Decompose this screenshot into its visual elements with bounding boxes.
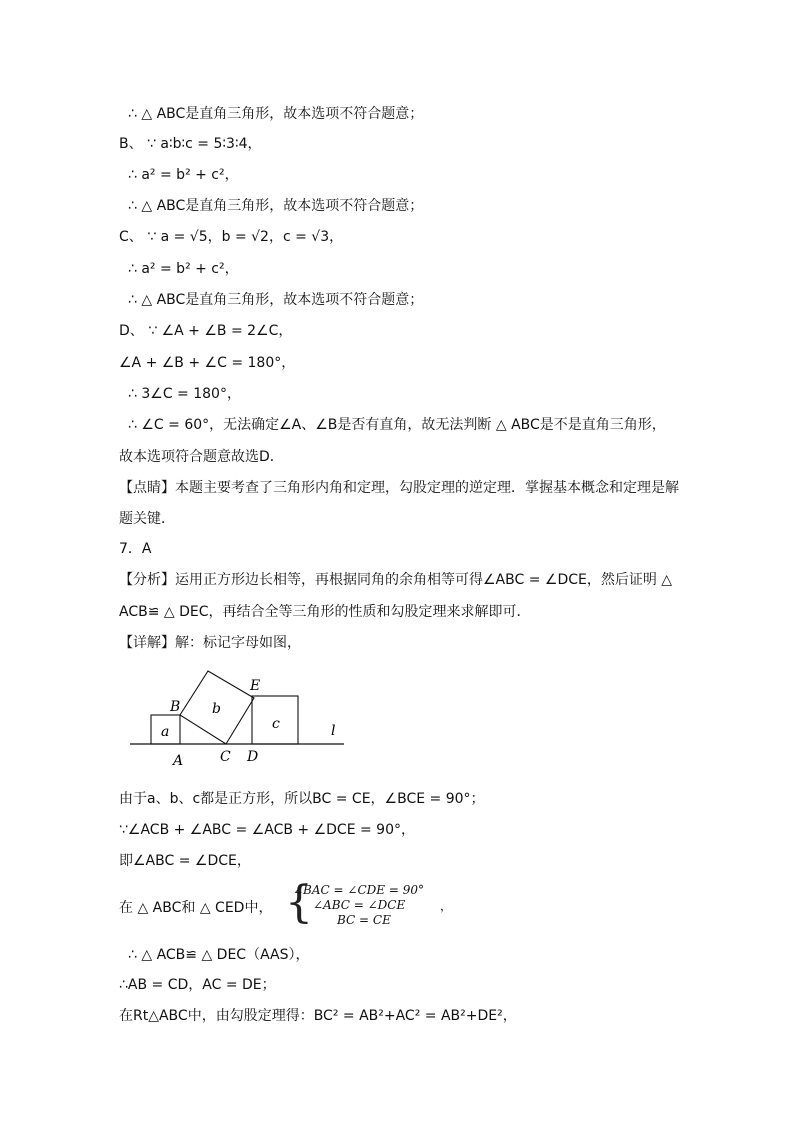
line-1: ∴ △ ABC是直角三角形，故本选项不符合题意；	[128, 106, 424, 122]
line-15: 7．A	[119, 541, 152, 557]
line-17: ACB≌ △ DEC，再结合全等三角形的性质和勾股定理来求解即可．	[119, 604, 531, 620]
line-5: C、 ∵ a = √5，b = √2，c = √3，	[119, 229, 344, 245]
line-10: ∴ 3∠C = 180°，	[128, 386, 241, 402]
label-C: C	[220, 749, 231, 765]
system-row-2: ∠ABC = ∠DCE	[313, 898, 406, 912]
equation-system	[285, 877, 453, 931]
label-a: a	[161, 724, 170, 740]
line-22: 在 △ ABC和 △ CED中，	[119, 900, 273, 916]
line-6: ∴ a² = b² + c²，	[128, 261, 239, 277]
line-8: D、 ∵ ∠A + ∠B = 2∠C，	[119, 323, 293, 339]
line-20: ∵∠ACB + ∠ABC = ∠ACB + ∠DCE = 90°，	[119, 822, 415, 838]
system-row-1: ∠BAC = ∠CDE = 90°	[293, 883, 424, 897]
line-4: ∴ △ ABC是直角三角形，故本选项不符合题意；	[128, 198, 424, 214]
system-tail: ，	[440, 899, 453, 913]
label-B: B	[170, 699, 181, 715]
label-E: E	[250, 678, 261, 694]
label-l: l	[331, 723, 336, 739]
line-16: 【分析】运用正方形边长相等，再根据同角的余角相等可得∠ABC = ∠DCE，然后证明 △	[119, 572, 673, 588]
line-13: 【点睛】本题主要考查了三角形内角和定理，勾股定理的逆定理．掌握基本概念和定理是解	[119, 480, 679, 496]
line-3: ∴ a² = b² + c²，	[128, 167, 239, 183]
line-2: B、 ∵ a∶b∶c = 5∶3∶4，	[119, 136, 262, 152]
label-A: A	[173, 753, 184, 769]
line-18: 【详解】解：标记字母如图，	[119, 635, 301, 651]
line-23: ∴ △ ACB≌ △ DEC（AAS），	[128, 947, 310, 963]
line-12: 故本选项符合题意故选D．	[119, 449, 284, 465]
line-25: 在Rt△ABC中，由勾股定理得：BC² = AB²+AC² = AB²+DE²，	[119, 1008, 517, 1024]
line-24: ∴AB = CD，AC = DE；	[119, 977, 276, 993]
geometry-figure	[126, 664, 356, 774]
line-7: ∴ △ ABC是直角三角形，故本选项不符合题意；	[128, 292, 424, 308]
line-11: ∴ ∠C = 60°，无法确定∠A、∠B是否有直角，故无法判断 △ ABC是不是直角三角形，	[128, 417, 666, 433]
brace-icon: {	[285, 877, 313, 928]
label-b: b	[212, 701, 221, 717]
label-c: c	[272, 716, 280, 732]
line-19: 由于a、b、c都是正方形，所以BC = CE，∠BCE = 90°；	[119, 791, 485, 807]
line-14: 题关键．	[119, 511, 175, 527]
line-9: ∠A + ∠B + ∠C = 180°，	[119, 355, 296, 371]
line-21: 即∠ABC = ∠DCE，	[119, 853, 251, 869]
system-row-3: BC = CE	[337, 913, 391, 927]
label-D: D	[247, 749, 259, 765]
